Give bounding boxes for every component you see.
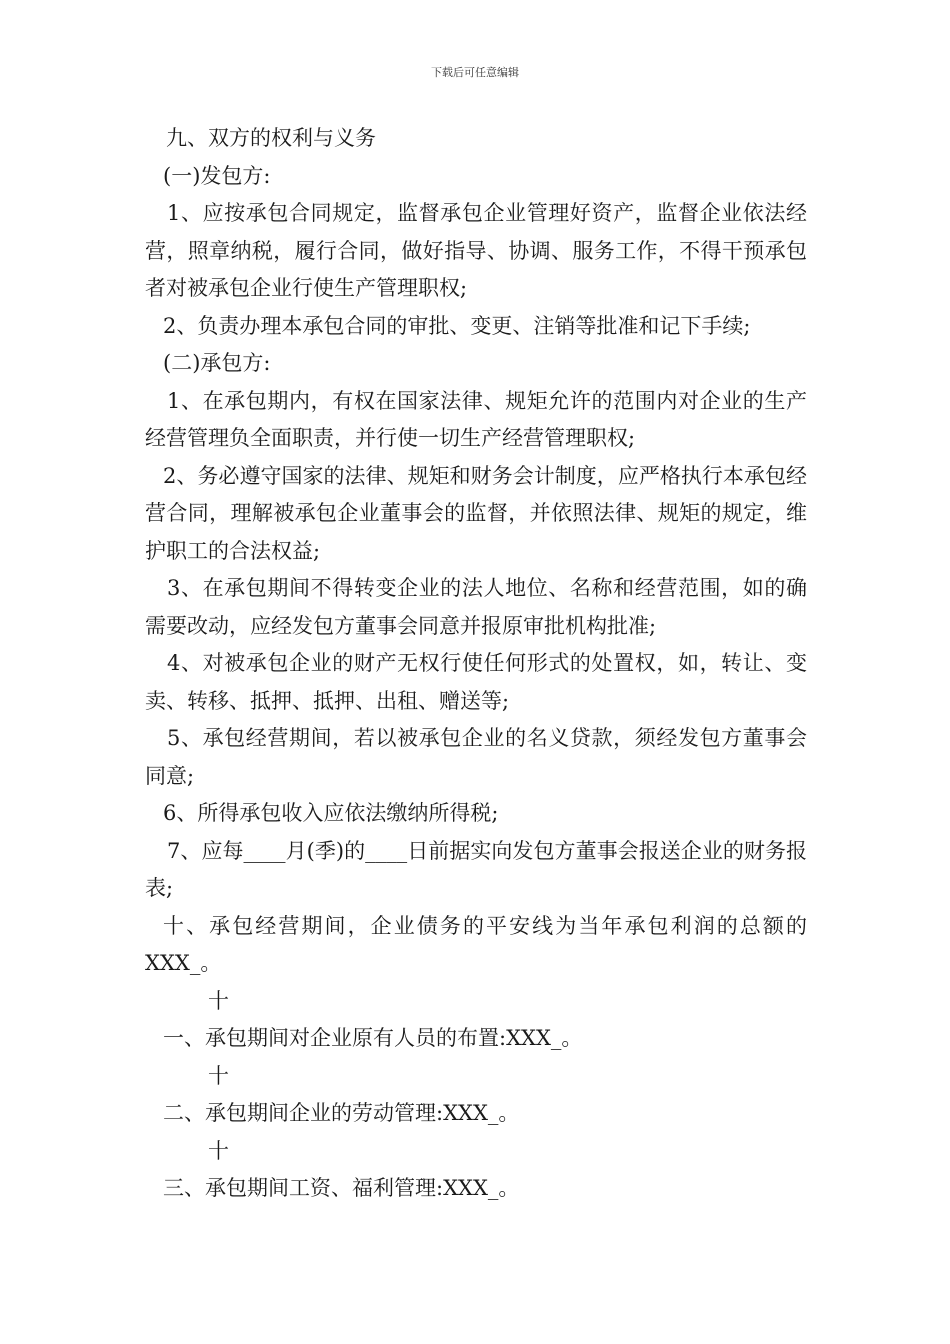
section-heading-12: 二、承包期间企业的劳动管理:XXX_。 bbox=[163, 1101, 520, 1125]
paragraph: 3、在承包期间不得转变企业的法人地位、名称和经营范围，如的确需要改动，应经发包方董事会同意并报原审批机构批准; bbox=[145, 576, 807, 638]
paragraph: 1、应按承包合同规定，监督承包企业管理好资产，监督企业依法经营，照章纳税，履行合同，做好指导、协调、服务工作，不得干预承包者对被承包企业行使生产管理职权; bbox=[145, 201, 807, 300]
subheading-party-b: (二)承包方: bbox=[163, 351, 271, 375]
paragraph: 7、应每____月(季)的____日前据实向发包方董事会报送企业的财务报表; bbox=[145, 838, 807, 900]
section-heading-11: 一、承包期间对企业原有人员的布置:XXX_。 bbox=[163, 1026, 583, 1050]
section-number-fragment: 十 bbox=[208, 1063, 229, 1088]
section-number-fragment: 十 bbox=[208, 988, 229, 1013]
paragraph: 4、对被承包企业的财产无权行使任何形式的处置权，如，转让、变卖、转移、抵押、抵押、出租、赠送等; bbox=[145, 651, 807, 713]
section-number-fragment: 十 bbox=[208, 1138, 229, 1163]
paragraph: 6、所得承包收入应依法缴纳所得税; bbox=[163, 801, 499, 825]
subheading-party-a: (一)发包方: bbox=[163, 163, 271, 188]
paragraph: 2、负责办理本承包合同的审批、变更、注销等批准和记下手续; bbox=[163, 313, 751, 338]
section-heading-13: 三、承包期间工资、福利管理:XXX_。 bbox=[163, 1176, 520, 1200]
paragraph: 5、承包经营期间，若以被承包企业的名义贷款，须经发包方董事会同意; bbox=[145, 726, 807, 788]
section-heading-9: 九、双方的权利与义务 bbox=[166, 126, 376, 150]
document-body bbox=[145, 120, 807, 1208]
paragraph: 2、务必遵守国家的法律、规矩和财务会计制度，应严格执行本承包经营合同，理解被承包企业董事会的监督，并依照法律、规矩的规定，维护职工的合法权益; bbox=[145, 463, 807, 563]
paragraph: 1、在承包期内，有权在国家法律、规矩允许的范围内对企业的生产经营管理负全面职责，并行使一切生产经营管理职权; bbox=[145, 388, 807, 450]
page-header: 下载后可任意编辑 bbox=[431, 66, 519, 79]
section-heading-10: 十、承包经营期间，企业债务的平安线为当年承包利润的总额的XXX_。 bbox=[145, 913, 807, 975]
